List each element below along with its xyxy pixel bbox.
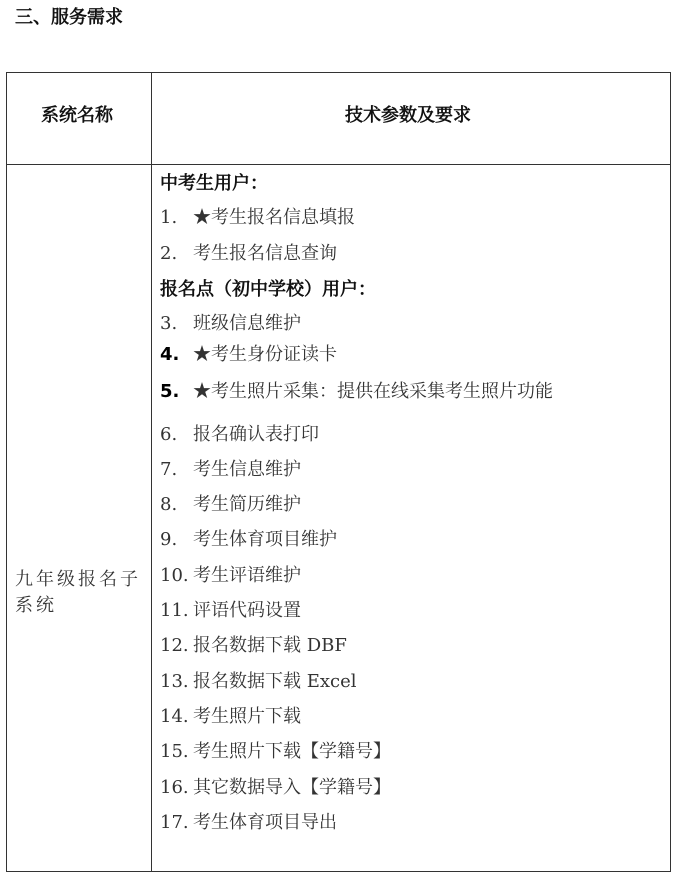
item-number: 2. bbox=[160, 243, 178, 264]
item-text: 报名数据下载 Excel bbox=[193, 671, 357, 692]
list-item bbox=[160, 420, 319, 446]
list-item bbox=[160, 455, 301, 481]
item-text: 考生体育项目导出 bbox=[193, 812, 337, 833]
item-number: 13. bbox=[160, 671, 189, 692]
item-text: ★考生照片采集：提供在线采集考生照片功能 bbox=[193, 381, 553, 402]
item-number: 11. bbox=[160, 600, 189, 621]
item-number: 9. bbox=[160, 529, 178, 550]
item-text: 其它数据导入【学籍号】 bbox=[193, 777, 391, 798]
item-number: 1. bbox=[160, 207, 178, 228]
column-divider bbox=[151, 73, 152, 871]
item-number: 16. bbox=[160, 777, 189, 798]
item-text: 报名数据下载 DBF bbox=[193, 635, 347, 656]
requirements-table bbox=[6, 72, 671, 872]
item-number: 6. bbox=[160, 424, 178, 445]
header-system-name: 系统名称 bbox=[41, 105, 113, 126]
header-row-divider bbox=[7, 164, 670, 165]
list-item bbox=[160, 737, 391, 763]
item-number: 7. bbox=[160, 459, 178, 480]
list-item bbox=[160, 702, 301, 728]
item-number: 10. bbox=[160, 565, 189, 586]
item-number: 4. bbox=[160, 344, 180, 365]
system-name-cell: 九年级报名子系统 bbox=[15, 569, 141, 616]
item-number: 15. bbox=[160, 741, 189, 762]
item-text: 考生简历维护 bbox=[193, 494, 301, 515]
list-item bbox=[160, 203, 355, 229]
list-item bbox=[160, 667, 357, 693]
list-item bbox=[160, 773, 391, 799]
item-text: 考生照片下载【学籍号】 bbox=[193, 741, 391, 762]
item-text: 考生评语维护 bbox=[193, 565, 301, 586]
item-text: 考生报名信息查询 bbox=[193, 243, 337, 264]
list-item bbox=[160, 561, 301, 587]
item-text: 班级信息维护 bbox=[193, 313, 301, 334]
group-heading: 报名点（初中学校）用户： bbox=[160, 279, 376, 300]
list-item bbox=[160, 309, 301, 335]
list-item bbox=[160, 631, 347, 657]
item-text: ★考生报名信息填报 bbox=[193, 207, 355, 228]
item-text: 考生体育项目维护 bbox=[193, 529, 337, 550]
group-heading: 中考生用户： bbox=[160, 173, 268, 194]
item-number: 5. bbox=[160, 381, 180, 402]
item-text: 评语代码设置 bbox=[193, 600, 301, 621]
list-item bbox=[160, 525, 337, 551]
item-number: 17. bbox=[160, 812, 189, 833]
item-text: 报名确认表打印 bbox=[193, 424, 319, 445]
item-text: 考生照片下载 bbox=[193, 706, 301, 727]
item-text: ★考生身份证读卡 bbox=[193, 344, 337, 365]
item-number: 3. bbox=[160, 313, 178, 334]
list-item bbox=[160, 808, 337, 834]
section-title: 三、服务需求 bbox=[15, 7, 123, 28]
list-item bbox=[160, 596, 301, 622]
list-item bbox=[160, 490, 301, 516]
item-number: 14. bbox=[160, 706, 189, 727]
item-number: 8. bbox=[160, 494, 178, 515]
item-text: 考生信息维护 bbox=[193, 459, 301, 480]
list-item bbox=[160, 340, 337, 366]
item-number: 12. bbox=[160, 635, 189, 656]
list-item bbox=[160, 377, 553, 403]
list-item bbox=[160, 239, 337, 265]
header-tech-params: 技术参数及要求 bbox=[345, 105, 471, 126]
